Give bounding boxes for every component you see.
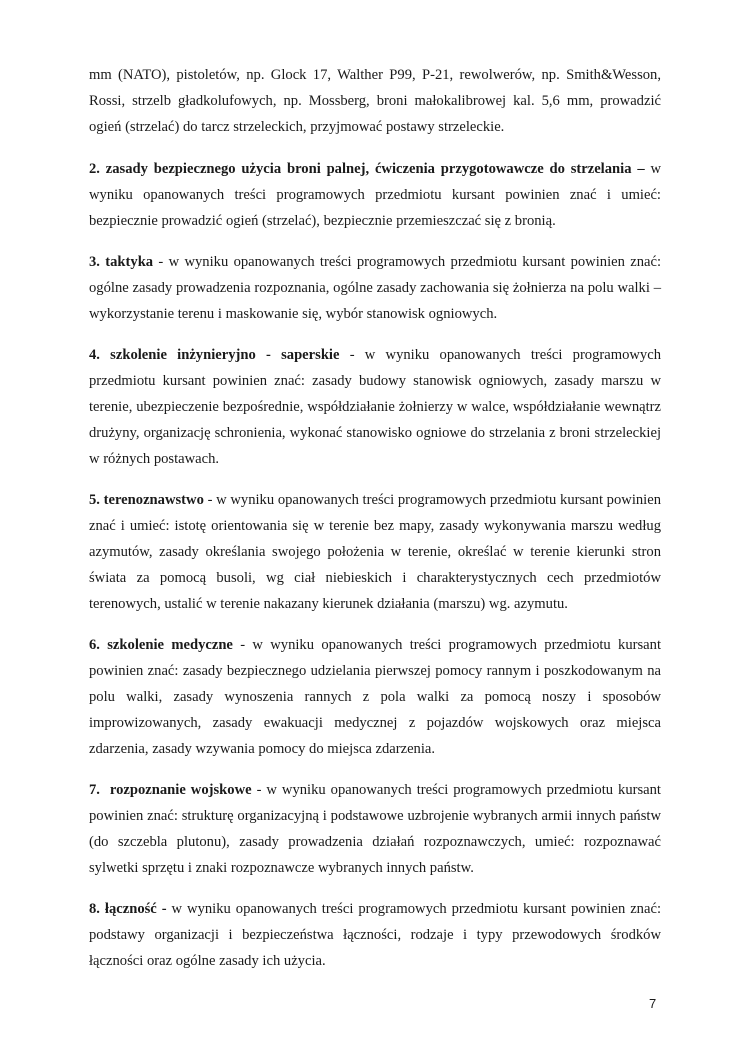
section-3-body: - w wyniku opanowanych treści programowych przedmiotu kursant powinien znać: ogólne zasady prowadzenia rozpoznania, ogólne zasady zachowania się żołnierza na polu walki – wykorzystanie terenu i maskowanie się, wybór stanowisk ogniowych.	[89, 254, 661, 322]
section-8	[89, 896, 661, 974]
section-2	[89, 156, 661, 234]
intro-paragraph: mm (NATO), pistoletów, np. Glock 17, Walther P99, P-21, rewolwerów, np. Smith&Wesson, Rossi, strzelb gładkolufowych, np. Mossberg, broni małokalibrowej kal. 5,6 mm, prowadzić ogień (strzelać) do tarcz strzeleckich, przyjmować postawy strzeleckie.	[89, 67, 661, 135]
section-4-body: - w wyniku opanowanych treści programowych przedmiotu kursant powinien znać: zasady budowy stanowisk ogniowych, zasady marszu w terenie, ubezpieczenie bezpośrednie, współdziałanie żołnierzy w walce, współdziałanie wewnątrz drużyny, organizację schronienia, wykonać stanowisko ogniowe do strzelania z broni strzeleckiej w różnych postawach.	[89, 347, 661, 467]
section-6-heading: 6. szkolenie medyczne	[89, 637, 233, 653]
section-4	[89, 342, 661, 472]
section-2-heading: 2. zasady bezpiecznego użycia broni palnej, ćwiczenia przygotowawcze do strzelania –	[89, 161, 645, 177]
section-8-body: w wyniku opanowanych treści programowych przedmiotu kursant powinien znać: podstawy organizacji i bezpieczeństwa łączności, rodzaje i typy przewodowych środków łączności oraz ogólne zasady ich użycia.	[89, 901, 661, 969]
section-3	[89, 249, 661, 327]
section-4-heading: 4. szkolenie inżynieryjno - saperskie	[89, 347, 340, 363]
section-6-body: - w wyniku opanowanych treści programowych przedmiotu kursant powinien znać: zasady bezpiecznego udzielania pierwszej pomocy rannym i poszkodowanym na polu walki, zasady wynoszenia rannych z pola walki za pomocą noszy i sposobów improwizowanych, zasady ewakuacji medycznej z pojazdów wojskowych oraz miejsca zdarzenia, zasady wzywania pomocy do miejsca zdarzenia.	[89, 637, 662, 757]
document-body	[89, 62, 661, 989]
section-5-heading: 5. terenoznawstwo	[89, 492, 204, 508]
section-8-heading: 8. łączność -	[89, 901, 167, 917]
section-7-heading: 7. rozpoznanie wojskowe	[89, 782, 252, 798]
section-7-body: - w wyniku opanowanych treści programowych przedmiotu kursant powinien znać: strukturę organizacyjną i podstawowe uzbrojenie wybranych armii innych państw (do szczebla plutonu), zasady prowadzenia działań rozpoznawczych, umieć: rozpoznawać sylwetki sprzętu i znaki rozpoznawcze wybranych innych państw.	[89, 782, 661, 876]
section-5-body: - w wyniku opanowanych treści programowych przedmiotu kursant powinien znać i umieć: istotę orientowania się w terenie bez mapy, zasady wykonywania marszu według azymutów, zasady określania swojego położenia w terenie, określać w terenie kierunki stron świata za pomocą busoli, wg ciał niebieskich i charakterystycznych cech przedmiotów terenowych, ustalić w terenie nakazany kierunek działania (marszu) wg. azymutu.	[89, 492, 661, 612]
section-3-heading: 3. taktyka	[89, 254, 154, 270]
section-6	[89, 632, 661, 762]
page-number: 7	[649, 996, 657, 1011]
section-2-body: w wyniku opanowanych treści programowych przedmiotu kursant powinien znać i umieć: bezpiecznie prowadzić ogień (strzelać), bezpiecznie przemieszczać się z bronią.	[89, 161, 661, 229]
section-5	[89, 487, 661, 617]
section-7	[89, 777, 661, 881]
